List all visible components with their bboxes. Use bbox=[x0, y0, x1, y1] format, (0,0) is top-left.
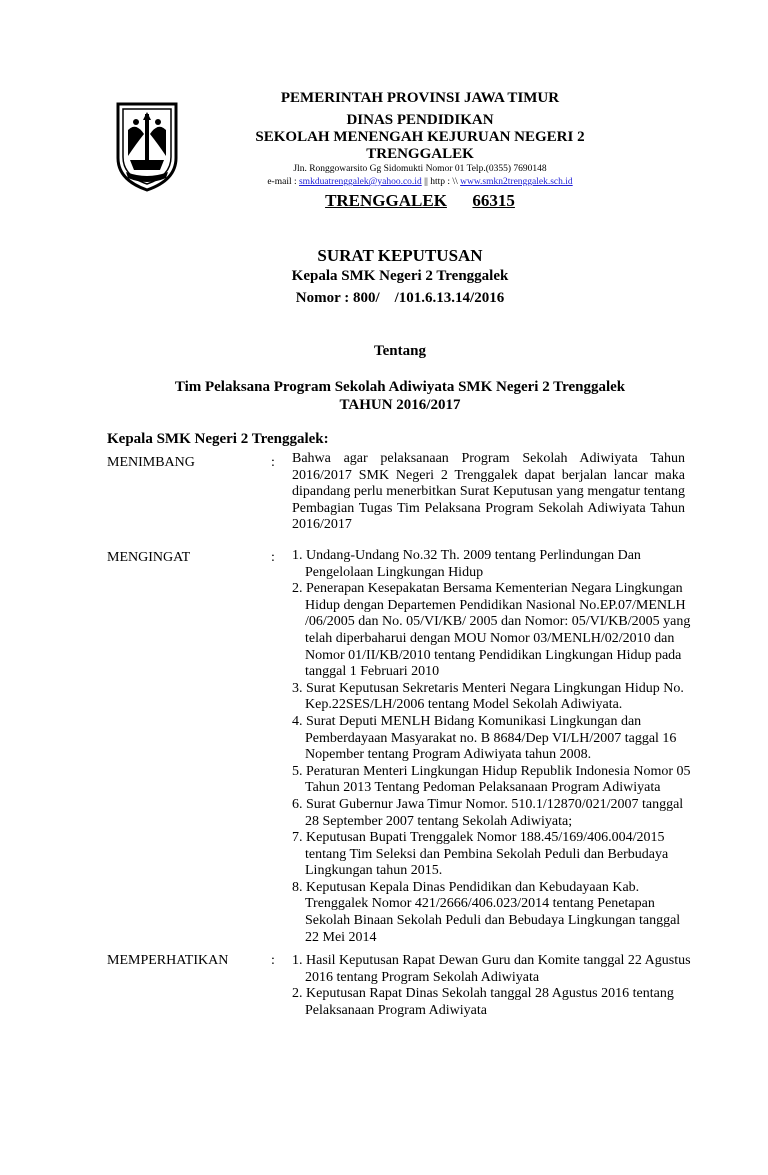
mengingat-list bbox=[292, 548, 692, 946]
website-link[interactable]: www.smkn2trenggalek.sch.id bbox=[460, 177, 573, 187]
list-item: 7. Keputusan Bupati Trenggalek Nomor 188.45/169/406.004/2015 tentang Tim Seleksi dan Pembina Sekolah Peduli dan Berbudaya Lingkungan tahun 2015. bbox=[292, 830, 669, 879]
list-item: 8. Keputusan Kepala Dinas Pendidikan dan Kebudayaan Kab. Trenggalek Nomor 421/2666/406.023/2014 tentang Penetapan Sekolah Binaan Sekolah Peduli dan Bebudaya Lingkungan tanggal 22 Mei 2014 bbox=[292, 879, 681, 945]
list-item: 4. Surat Deputi MENLH Bidang Komunikasi Lingkungan dan Pemberdayaan Masyarakat no. B 8684/Dep VI/LH/2007 taggal 16 Nopember tentang Program Adiwiyata tahun 2008. bbox=[292, 713, 677, 763]
document-title: SURAT KEPUTUSAN bbox=[317, 246, 483, 265]
header-government: PEMERINTAH PROVINSI JAWA TIMUR bbox=[280, 90, 560, 106]
list-item: 3. Surat Keputusan Sekretaris Menteri Negara Lingkungan Hidup No. Kep.22SES/LH/2006 tentang Model Sekolah Adiwiyata. bbox=[292, 680, 684, 713]
header-school-city: TRENGGALEK bbox=[366, 146, 474, 162]
preamble: Kepala SMK Negeri 2 Trenggalek: bbox=[107, 431, 329, 447]
menimbang-text: Bahwa agar pelaksanaan Program Sekolah Adiwiyata Tahun 2016/2017 SMK Negeri 2 Trenggalek dapat berjalan lancar maka dipandang perlu menerbitkan Surat Keputusan yang mengatur tentang Pembagian Tugas Tim Pelaksana Program Sekolah Adiwiyata Tahun 2016/2017 bbox=[292, 451, 685, 533]
city-postcode bbox=[240, 191, 600, 211]
contact-separator: || http : \\ bbox=[421, 177, 461, 187]
city-name: TRENGGALEK bbox=[325, 191, 447, 210]
list-item: 2. Penerapan Kesepakatan Bersama Kementerian Negara Lingkungan Hidup dengan Departemen Pendidikan Nasional No.EP.07/MENLH /06/2005 dan No. 05/VI/KB/ 2005 dan Nomor: 05/VI/KB/2005 yang telah diperbaharui dengan MOU Nomor 03/MENLH/02/2010 dan Nomor 01/II/KB/2010 tentang Pendidikan Lingkungan Hidup pada tanggal 1 Februari 2010 bbox=[292, 581, 691, 680]
list-item: 1. Undang-Undang No.32 Th. 2009 tentang Perlindungan Dan Pengelolaan Lingkungan Hidup bbox=[292, 548, 641, 580]
list-item: 6. Surat Gubernur Jawa Timur Nomor. 510.1/12870/021/2007 tanggal 28 September 2007 tentang Sekolah Adiwiyata; bbox=[292, 796, 684, 829]
memperhatikan-list bbox=[292, 953, 692, 1019]
document-year: TAHUN 2016/2017 bbox=[339, 397, 461, 413]
memperhatikan-label: MEMPERHATIKAN bbox=[107, 953, 229, 968]
email-link[interactable]: smkduatrenggalek@yahoo.co.id bbox=[298, 177, 422, 187]
list-item: 1. Hasil Keputusan Rapat Dewan Guru dan Komite tanggal 22 Agustus 2016 tentang Program Sekolah Adiwiyata bbox=[292, 953, 691, 985]
document-number: Nomor : 800/ /101.6.13.14/2016 bbox=[295, 290, 505, 306]
east-java-coat-of-arms-logo bbox=[114, 100, 180, 192]
document-subject: Tim Pelaksana Program Sekolah Adiwiyata SMK Negeri 2 Trenggalek bbox=[174, 379, 626, 395]
list-item: 5. Peraturan Menteri Lingkungan Hidup Republik Indonesia Nomor 05 Tahun 2013 Tentang Pedoman Pelaksanaan Program Adiwiyata bbox=[292, 763, 691, 796]
contact-line bbox=[240, 177, 600, 187]
email-prefix: e-mail : bbox=[267, 177, 299, 187]
mengingat-label: MENGINGAT bbox=[107, 550, 191, 565]
mengingat-colon: : bbox=[271, 550, 275, 565]
menimbang-colon: : bbox=[271, 455, 275, 470]
memperhatikan-colon: : bbox=[271, 953, 275, 968]
document-issuer: Kepala SMK Negeri 2 Trenggalek bbox=[291, 268, 509, 284]
menimbang-label: MENIMBANG bbox=[107, 455, 195, 470]
list-item: 2. Keputusan Rapat Dinas Sekolah tanggal 28 Agustus 2016 tentang Pelaksanaan Program Adiwiyata bbox=[292, 986, 674, 1018]
school-address: Jln. Ronggowarsito Gg Sidomukti Nomor 01 Telp.(0355) 7690148 bbox=[293, 164, 547, 174]
header-school-name: SEKOLAH MENENGAH KEJURUAN NEGERI 2 bbox=[255, 129, 585, 145]
postcode: 66315 bbox=[472, 191, 515, 210]
about-heading: Tentang bbox=[374, 343, 426, 359]
header-department: DINAS PENDIDIKAN bbox=[346, 112, 494, 128]
